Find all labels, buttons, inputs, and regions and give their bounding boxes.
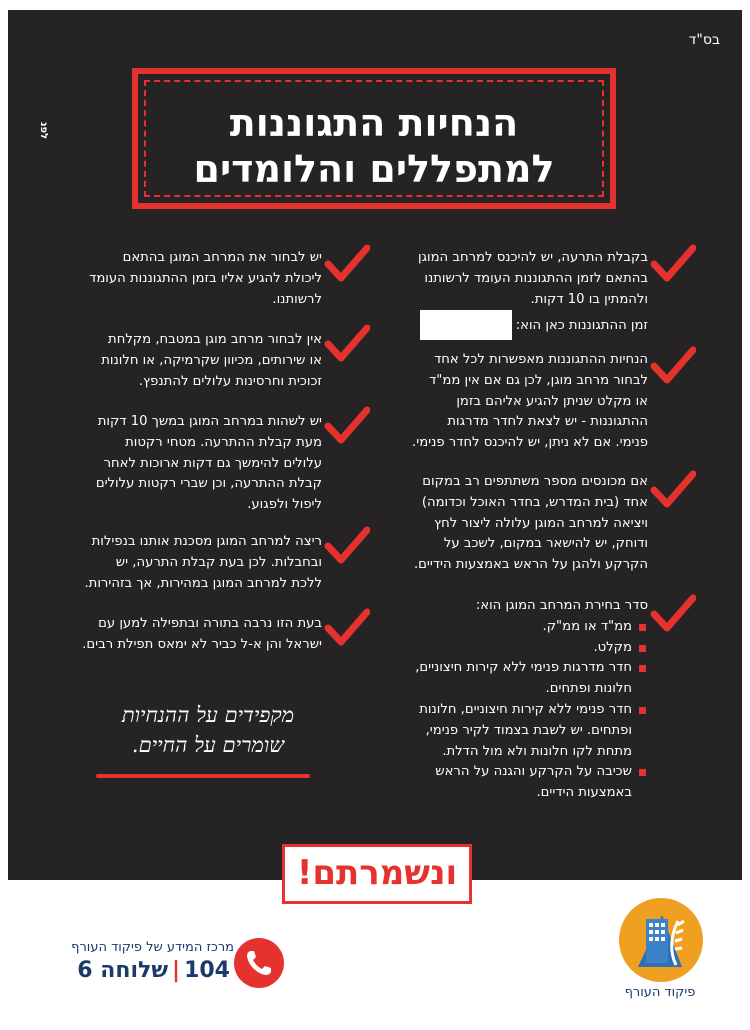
title-line-1: הנחיות התגוננות <box>229 101 519 145</box>
left-item-4: ריצה למרחב המוגן מסכנת אותנו בנפילות ובחבלות. לכן בעת קבלת התרעה, יש ללכת למרחב המוגן במהירות, אך בזהירות. <box>84 534 322 591</box>
logo-caption: פיקוד העורף <box>624 985 696 1000</box>
poster <box>8 10 742 880</box>
phone-icon <box>234 938 284 988</box>
list-item: מקלט. <box>394 638 648 659</box>
brand-text: ונשמרתם! <box>296 853 458 893</box>
home-front-command-logo <box>616 895 706 985</box>
extension: שלוחה 6 <box>77 958 169 983</box>
left-item-5: בעת הזו נרבה בתורה ובתפילה למען עם ישראל והן א-ל כביר לא ימאס תפילת רבים. <box>82 616 322 652</box>
check-icon <box>650 344 696 386</box>
side-note: לפנ <box>38 122 49 140</box>
check-icon <box>324 606 370 648</box>
info-center-title: מרכז המידע של פיקוד העורף <box>71 940 234 955</box>
right-item-4: סדר בחירת המרחב המוגן הוא: ממ"ד או ממ"ק. מקלט. חדר מדרגות פנימי ללא קירות חיצוניים, חלונות ופתחים. חדר פנימי ללא קירות חיצוניים, חלונות ופתחים. יש לשבת בצמוד לקיר פנימי, מתחת לקו חלונות ולא מול הדלת. שכיבה על הקרקע והגנה על הראש באמצעות הידיים. <box>394 596 648 804</box>
right-item-1: בקבלת התרעה, יש להיכנס למרחב המוגן בהתאם לזמן ההתגוננות העומד לרשותנו ולהמתין בו 10 דקות. זמן ההתגוננות כאן הוא: <box>398 248 648 340</box>
slogan-underline <box>96 774 310 778</box>
left-item-1: יש לבחור את המרחב המוגן בהתאם ליכולת להגיע אליו בזמן ההתגוננות העומד לרשותנו. <box>89 250 322 307</box>
title-frame <box>132 68 616 209</box>
right-item-2: הנחיות ההתגוננות מאפשרות לכל אחד לבחור מרחב מוגן, לכן גם אם אין ממ"ד או מקלט שניתן להגיע אליהם בזמן ההתגוננות - יש לצאת לחדר מדרגות פנימי. אם לא ניתן, יש להיכנס לחדר פנימי. <box>412 352 648 451</box>
list-item: חדר פנימי ללא קירות חיצוניים, חלונות ופתחים. יש לשבת בצמוד לקיר פנימי, מתחת לקו חלונות ולא מול הדלת. <box>394 700 648 762</box>
title-line-2: למתפללים והלומדים <box>193 147 555 191</box>
brand-badge <box>282 844 472 904</box>
check-icon <box>650 468 696 510</box>
list-item: שכיבה על הקרקע והגנה על הראש באמצעות הידיים. <box>394 762 648 804</box>
left-item-3: יש לשהות במרחב המוגן במשך 10 דקות מעת קבלת ההתרעה. מטחי רקטות עלולים להימשך גם דקות ארוכות לאחר קבלת ההתרעה, וכן שברי רקטות עלולים ליפול ולפגוע. <box>95 414 322 513</box>
check-icon <box>650 242 696 284</box>
check-icon <box>324 322 370 364</box>
shelter-order-list <box>394 617 648 804</box>
check-icon <box>650 592 696 634</box>
check-icon <box>324 242 370 284</box>
slogan: מקפידים על ההנחיות שומרים על החיים. <box>121 703 295 757</box>
phone-number: 104 <box>184 958 230 983</box>
bsd-mark: בס"ד <box>688 32 720 48</box>
left-item-2: אין לבחור מרחב מוגן במטבח, מקלחת או שירותים, מכיוון שקרמיקה, או חלונות זכוכית וחרסינות עלולים להתנפץ. <box>101 332 322 389</box>
right-item-3: אם מכונסים מספר משתתפים רב במקום אחד (בית המדרש, בחדר האוכל וכדומה) ויציאה למרחב המוגן עלולה ליצור לחץ ודוחק, יש להישאר במקום, לשכב על הקרקע ולהגן על הראש באמצעות הידיים. <box>413 474 648 573</box>
list-item: חדר מדרגות פנימי ללא קירות חיצוניים, חלונות ופתחים. <box>394 658 648 700</box>
page-title <box>138 100 610 192</box>
info-phone: 104|שלוחה 6 <box>77 958 230 983</box>
check-icon <box>324 524 370 566</box>
defense-time-box <box>420 310 512 340</box>
list-item: ממ"ד או ממ"ק. <box>394 617 648 638</box>
check-icon <box>324 404 370 446</box>
